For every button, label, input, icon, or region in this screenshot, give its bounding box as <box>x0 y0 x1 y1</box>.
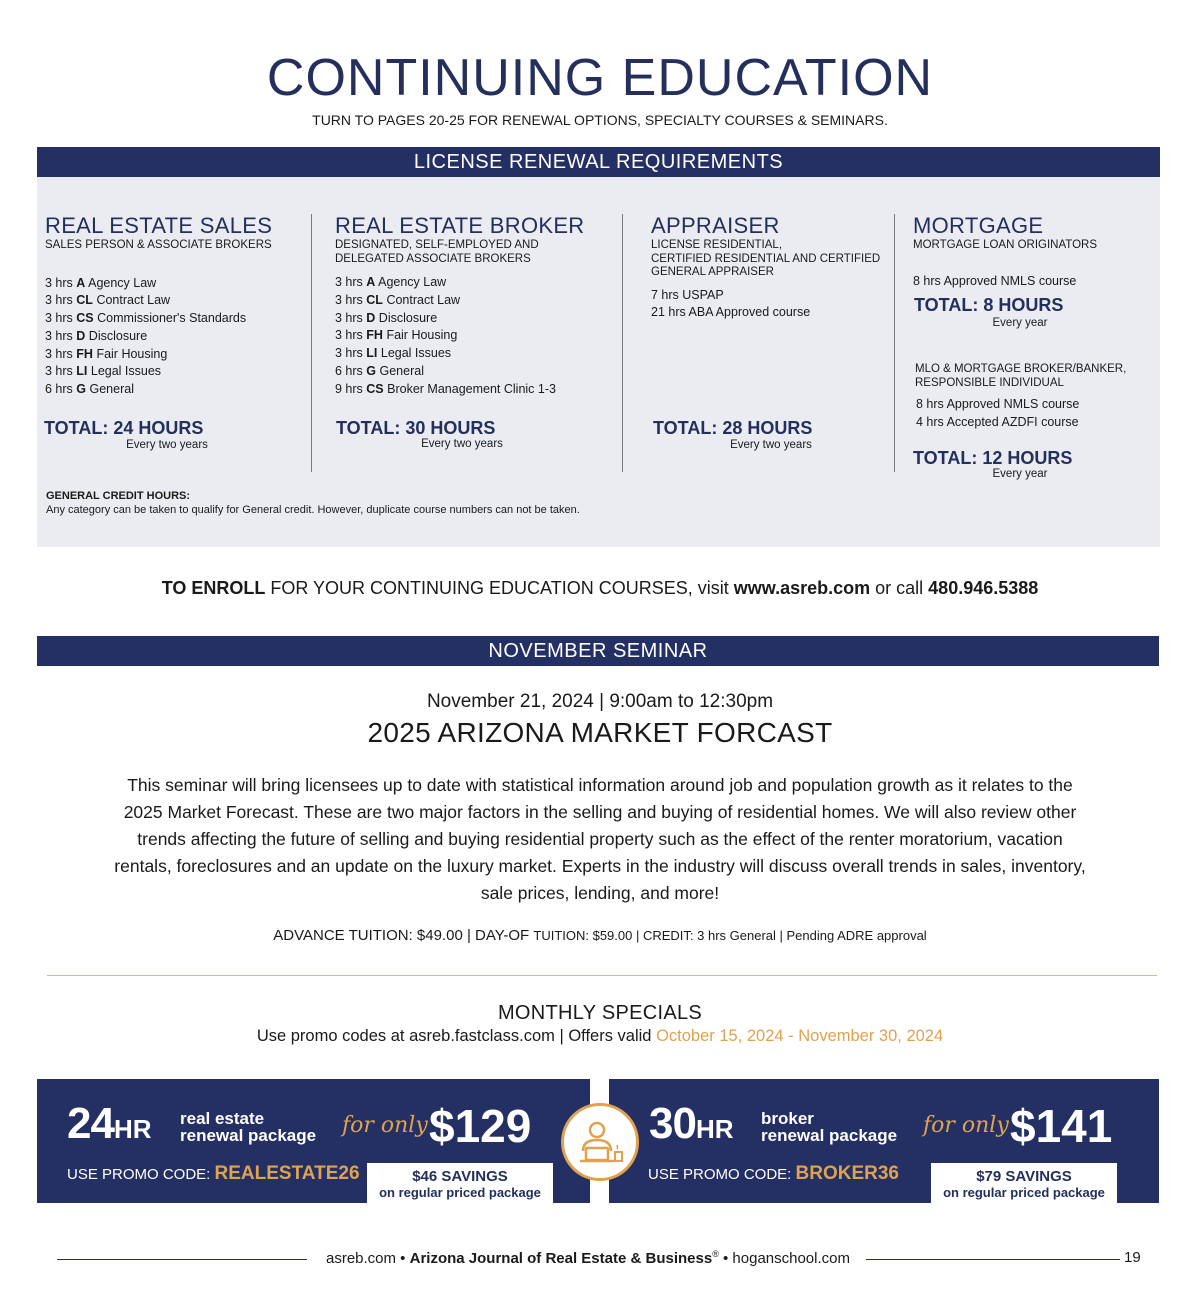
list-item: 3 hrs LI Legal Issues <box>335 346 452 361</box>
promo-hours: 30HR <box>649 1099 734 1148</box>
mortgage-subtitle: MORTGAGE LOAN ORIGINATORS <box>913 239 1098 251</box>
promo-for-only: for only <box>342 1113 428 1138</box>
seminar-tuition: ADVANCE TUITION: $49.00 | DAY-OF TUITION: $59.00 | CREDIT: 3 hrs General | Pending ADRE approval <box>273 927 927 944</box>
list-item: 8 hrs Approved NMLS course <box>913 273 1077 288</box>
promo-price: $129 <box>429 1100 532 1152</box>
license-renewal-panel <box>37 147 1160 547</box>
list-item: 3 hrs CL Contract Law <box>335 292 461 307</box>
broker-frequency: Every two years <box>421 438 503 450</box>
promo-code: BROKER36 <box>795 1163 900 1184</box>
mortgage-subtitle-2: MLO & MORTGAGE BROKER/BANKER, RESPONSIBLE INDIVIDUAL <box>915 363 1127 389</box>
list-item: 9 hrs CS Broker Management Clinic 1-3 <box>335 381 556 396</box>
mortgage-frequency-1: Every year <box>992 317 1048 329</box>
license-renewal-bar: LICENSE RENEWAL REQUIREMENTS <box>37 147 1160 177</box>
section-divider <box>47 975 1157 976</box>
list-item: 4 hrs Accepted AZDFI course <box>916 414 1079 429</box>
broker-total: TOTAL: 30 HOURS <box>336 418 496 438</box>
footer-rule-right <box>866 1259 1120 1260</box>
seminar-description: This seminar will bring licensees up to date with statistical information around job and population growth as it relates to the 2025 Market Forecast. These are two major factors in the selling and buying of residential homes. We will also review other trends affecting the future of selling and buying residential property such as the effect of the renter moratorium, vacation rentals, foreclosures and an update on the luxury market. Experts in the industry will discuss overall trends in sales, inventory, sale prices, lending, and more! <box>114 775 1086 903</box>
page-number: 19 <box>1124 1249 1141 1266</box>
list-item: 8 hrs Approved NMLS course <box>916 397 1080 411</box>
promo-description: broker renewal package <box>761 1109 898 1145</box>
general-credit-note: GENERAL CREDIT HOURS: Any category can be taken to qualify for General credit. However, duplicate course numbers can not be taken. <box>46 490 580 516</box>
list-item: 7 hrs USPAP <box>651 287 724 302</box>
footer-text: asreb.com • Arizona Journal of Real Estate & Business® • hoganschool.com <box>325 1249 850 1267</box>
sales-frequency: Every two years <box>126 439 208 451</box>
phone-number[interactable]: 480.946.5388 <box>928 578 1039 598</box>
appraiser-subtitle: LICENSE RESIDENTIAL, CERTIFIED RESIDENTIAL AND CERTIFIED GENERAL APPRAISER <box>651 239 881 278</box>
offer-dates: October 15, 2024 - November 30, 2024 <box>656 1027 944 1045</box>
seminar-date: November 21, 2024 | 9:00am to 12:30pm <box>426 691 774 712</box>
broker-subtitle: DESIGNATED, SELF-EMPLOYED AND DELEGATED ASSOCIATE BROKERS <box>335 239 539 265</box>
promo-for-only: for only <box>923 1113 1009 1138</box>
promo-hours: 24HR <box>67 1099 152 1148</box>
list-item: 21 hrs ABA Approved course <box>651 305 811 320</box>
list-item: 3 hrs CL Contract Law <box>45 293 171 308</box>
column-divider <box>311 214 312 472</box>
appraiser-frequency: Every two years <box>730 439 812 451</box>
appraiser-column <box>651 215 901 322</box>
list-item: 3 hrs LI Legal Issues <box>45 364 162 379</box>
sales-course-list <box>45 275 315 400</box>
list-item: 3 hrs A Agency Law <box>335 275 447 289</box>
list-item: 3 hrs D Disclosure <box>335 310 438 325</box>
mortgage-frequency-2: Every year <box>992 468 1048 480</box>
sales-subtitle: SALES PERSON & ASSOCIATE BROKERS <box>45 239 272 251</box>
appraiser-course-list <box>651 287 901 323</box>
column-divider <box>894 214 895 472</box>
website-link[interactable]: www.asreb.com <box>733 578 871 598</box>
page-footer <box>0 1249 1200 1269</box>
promo-card-broker[interactable] <box>609 1079 1159 1203</box>
promo-savings-box: $46 SAVINGS on regular priced package <box>367 1163 553 1203</box>
seminar-title: 2025 ARIZONA MARKET FORCAST <box>367 717 833 748</box>
appraiser-total: TOTAL: 28 HOURS <box>653 418 813 438</box>
list-item: 6 hrs G General <box>45 382 134 397</box>
sales-column <box>45 215 315 399</box>
mortgage-total-2: TOTAL: 12 HOURS <box>913 448 1073 468</box>
page-subtitle: TURN TO PAGES 20-25 FOR RENEWAL OPTIONS, SPECIALTY COURSES & SEMINARS. <box>312 112 888 128</box>
promo-code: REALESTATE26 <box>214 1163 360 1184</box>
person-at-laptop-icon <box>561 1103 639 1181</box>
mortgage-title: MORTGAGE <box>913 213 1044 238</box>
list-item: 6 hrs G General <box>335 363 424 378</box>
mortgage-course-list-2 <box>916 396 1079 432</box>
list-item: 3 hrs FH Fair Housing <box>335 328 458 343</box>
list-item: 3 hrs FH Fair Housing <box>45 346 168 361</box>
mortgage-total-1: TOTAL: 8 HOURS <box>914 295 1064 315</box>
specials-promo-line: Use promo codes at asreb.fastclass.com | Offers valid October 15, 2024 - November 30, 2024 <box>256 1027 944 1045</box>
list-item: 3 hrs CS Commissioner's Standards <box>45 311 247 326</box>
enroll-line: TO ENROLL FOR YOUR CONTINUING EDUCATION COURSES, visit www.asreb.com or call 480.946.5388 <box>161 578 1039 598</box>
page-title: CONTINUING EDUCATION <box>266 49 934 107</box>
specials-title: MONTHLY SPECIALS <box>497 1002 703 1024</box>
promo-card-real-estate[interactable] <box>37 1079 590 1203</box>
broker-course-list <box>335 274 615 399</box>
promo-description: real estate renewal package <box>180 1109 317 1145</box>
column-divider <box>622 214 623 472</box>
sales-title: REAL ESTATE SALES <box>45 213 273 238</box>
appraiser-title: APPRAISER <box>651 213 780 238</box>
sales-total: TOTAL: 24 HOURS <box>44 418 204 438</box>
promo-code-label: USE PROMO CODE: BROKER36 <box>648 1163 900 1184</box>
promo-price: $141 <box>1010 1100 1113 1152</box>
list-item: 3 hrs D Disclosure <box>45 328 148 343</box>
broker-column <box>335 215 615 399</box>
list-item: 3 hrs A Agency Law <box>45 275 157 290</box>
promo-savings-box: $79 SAVINGS on regular priced package <box>931 1163 1117 1203</box>
november-seminar-bar: NOVEMBER SEMINAR <box>37 636 1159 666</box>
footer-rule-left <box>57 1259 307 1260</box>
mortgage-column <box>913 215 1153 290</box>
promo-code-label: USE PROMO CODE: REALESTATE26 <box>67 1163 360 1184</box>
broker-title: REAL ESTATE BROKER <box>335 213 585 238</box>
